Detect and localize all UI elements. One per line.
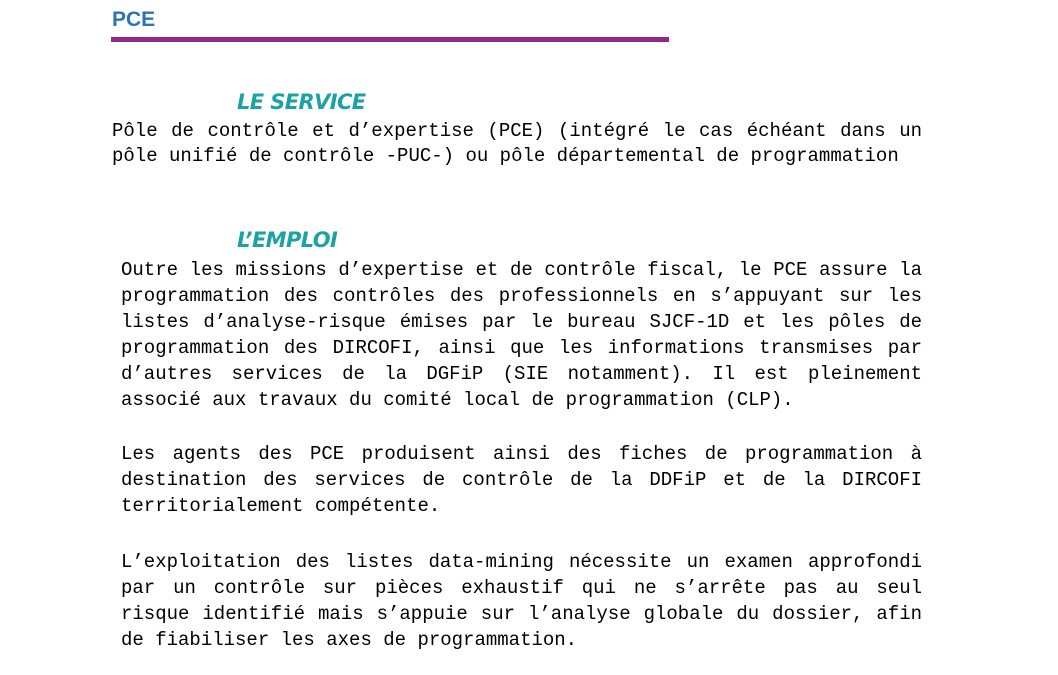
section-heading-emploi: L’EMPLOI xyxy=(237,228,338,252)
header-divider xyxy=(111,37,669,42)
emploi-paragraph-1: Outre les missions d’expertise et de contrôle fiscal, le PCE assure la programmation des contrôles des professionnels en s’appuyant sur les listes d’analyse-risque émises par le bureau SJCF-1D et les pôles de programmation des DIRCOFI, ainsi que les informations transmises par d’autres services de la DGFiP (SIE notamment). Il est pleinement associé aux travaux du comité local de programmation (CLP). xyxy=(121,259,922,411)
emploi-paragraph-3: L’exploitation des listes data-mining nécessite un examen approfondi par un contrôle sur pièces exhaustif qui ne s’arrête pas au seul risque identifié mais s’appuie sur l’analyse globale du dossier, afin de fiabiliser les axes de programmation. xyxy=(121,551,922,651)
emploi-paragraph-2: Les agents des PCE produisent ainsi des fiches de programmation à destination des services de contrôle de la DDFiP et de la DIRCOFI territorialement compétente. xyxy=(121,443,922,517)
page-header-title: PCE xyxy=(112,8,156,31)
service-description: Pôle de contrôle et d’expertise (PCE) (intégré le cas échéant dans un pôle unifié de contrôle -PUC-) ou pôle départemental de programmation xyxy=(112,120,922,167)
section-heading-service: LE SERVICE xyxy=(237,90,366,114)
